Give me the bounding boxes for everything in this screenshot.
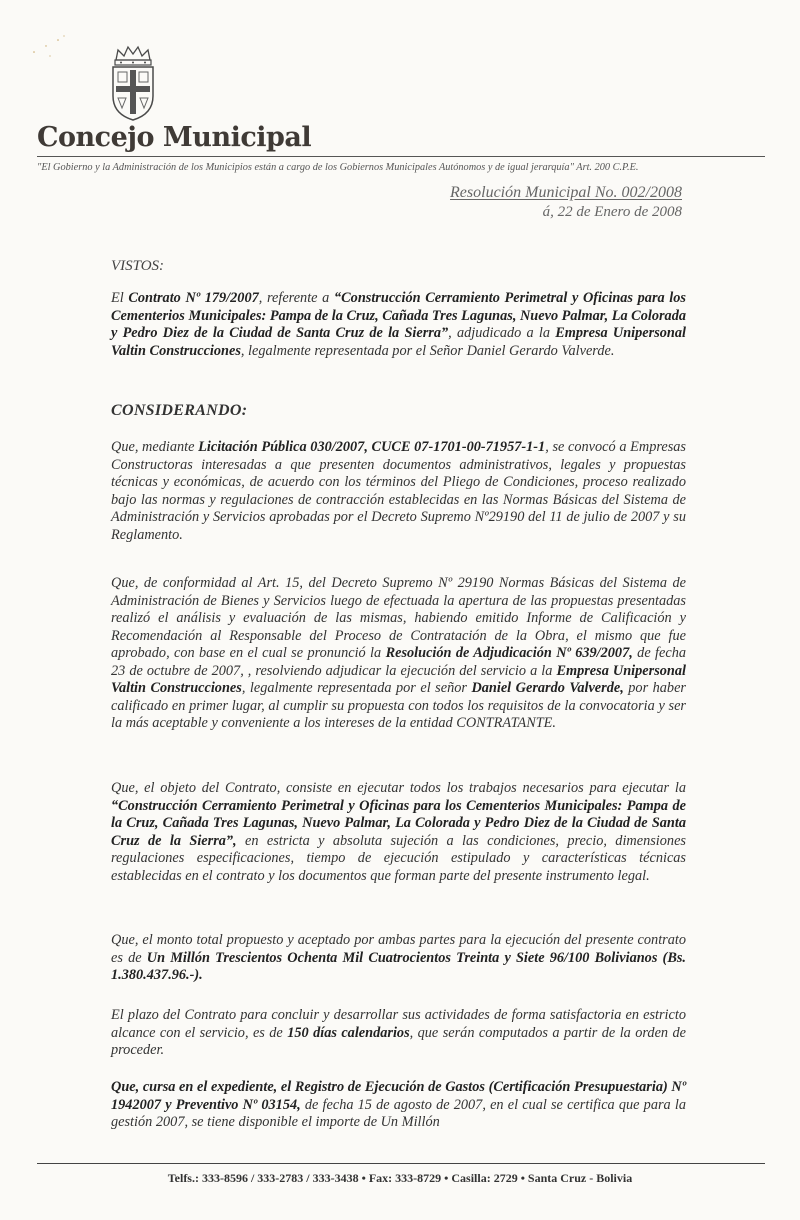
plain-text: , se convocó a Empresas Constructoras interesadas a que presenten documentos administrativos, legales y propuestas técnicas y económicas, de acuerdo con los términos del Pliego de Condiciones, proceso realizado bajo las normas y regulaciones de contracción establecidas en las Normas Básicas del Sistema de Administración y Servicios aprobadas por el Decreto Supremo Nº29190 del 11 de julio de 2007 y su Reglamento. (111, 439, 686, 543)
footer-rule (37, 1163, 765, 1164)
bold-text: Empresa Unipersonal Valtin Construcciones (111, 325, 686, 359)
plain-text: Que, el objeto del Contrato, consiste en ejecutar todos los trabajos necesarios para ejecutar la (111, 780, 686, 796)
paragraph-licitacion (111, 439, 686, 544)
plain-text: , adjudicado a la (448, 325, 556, 341)
plain-text: El (111, 290, 129, 306)
plain-text: Que, mediante (111, 439, 199, 455)
paragraph-certificacion (111, 1079, 686, 1132)
resolution-number: Resolución Municipal No. 002/2008 (450, 184, 682, 201)
footer-contact: Telfs.: 333-8596 / 333-2783 / 333-3438 • Fax: 333-8729 • Casilla: 2729 • Santa Cruz - Bolivia (167, 1171, 633, 1185)
paragraph-plazo (111, 1007, 686, 1060)
bold-text: Un Millón Trescientos Ochenta Mil Cuatrocientos Treinta y Siete 96/100 Bolivianos (Bs. 1.380.437.96.-). (111, 949, 686, 983)
header-rule (37, 156, 765, 157)
plain-text: , que serán computados a partir de la orden de proceder. (111, 1024, 686, 1058)
paragraph-monto (111, 932, 686, 985)
plain-text: en estricta y absoluta sujeción a las condiciones, precio, dimensiones regulaciones especificaciones, tiempo de ejecución estipulado y características técnicas establecidas en el contrato y los documentos que forman parte del presente instrumento legal. (111, 832, 686, 884)
bold-text: Que, cursa en el expediente, el Registro de Ejecución de Gastos (Certificación Presupuestaria) Nº 1942007 y Preventivo Nº 03154, (111, 1079, 686, 1113)
resolution-date: á, 22 de Enero de 2008 (542, 204, 682, 220)
paragraph-adjudicacion (111, 575, 686, 733)
plain-text: Que, el monto total propuesto y aceptado por ambas partes para la ejecución del presente contrato es de (111, 932, 686, 966)
coat-of-arms-icon (106, 44, 160, 122)
bold-text: 150 días calendarios (287, 1024, 410, 1041)
bold-text: Empresa Unipersonal Valtin Construcciones (111, 662, 686, 696)
bold-text: Resolución de Adjudicación Nº 639/2007, (385, 645, 633, 661)
vistos-heading: VISTOS: (111, 258, 165, 274)
plain-text: , legalmente representada por el Señor Daniel Gerardo Valverde. (240, 342, 615, 359)
plain-text: , legalmente representada por el señor (241, 680, 472, 696)
considerando-heading: CONSIDERANDO: (111, 402, 248, 419)
plain-text: Que, de conformidad al Art. 15, del Decreto Supremo Nº 29190 Normas Básicas del Sistema de Administración de Bienes y Servicios luego de efectuada la apertura de las propuestas presentadas realizó el análisis y evaluación de las mismas, habiendo emitido Informe de Calificación y Recomendación al Responsable del Proceso de Contratación de la Obra, el mismo que fue aprobado, con base en el cual se pronunció la (111, 575, 686, 661)
organization-motto: "El Gobierno y la Administración de los Municipios están a cargo de los Gobiernos Municipales Autónomos y de igual jerarquía" Art. 200 C.P.E. (37, 162, 639, 173)
paragraph-contract (111, 290, 686, 360)
bold-text: Contrato Nº 179/2007 (128, 290, 259, 306)
plain-text: El plazo del Contrato para concluir y desarrollar sus actividades de forma satisfactoria en estricto alcance con el servicio, es de (111, 1007, 686, 1041)
bold-text: “Construcción Cerramiento Perimetral y Oficinas para los Cementerios Municipales: Pampa de la Cruz, Cañada Tres Lagunas, Nuevo Palmar, La Colorada y Pedro Diez de la Ciudad de Santa Cruz de la Sierra” (111, 290, 686, 341)
plain-text: , referente a (258, 290, 334, 306)
bold-text: “Construcción Cerramiento Perimetral y Oficinas para los Cementerios Municipales: Pampa de la Cruz, Cañada Tres Lagunas, Nuevo Palmar, La Colorada y Pedro Diez de la Ciudad de Santa Cruz de la Sierra”, (111, 797, 686, 849)
plain-text: por haber calificado en primer lugar, al cumplir su propuesta con todos los requisitos de la convocatoria y ser la más aceptable y conveniente a los intereses de la entidad CONTRATANTE. (111, 680, 686, 731)
bold-text: Licitación Pública 030/2007, CUCE 07-1701-00-71957-1-1 (198, 439, 546, 455)
plain-text: de fecha 23 de octubre de 2007, , resolviendo adjudicar la ejecución del servicio a la (111, 645, 686, 679)
paper-specks (20, 30, 80, 70)
bold-text: Daniel Gerardo Valverde, (471, 680, 624, 696)
plain-text: de fecha 15 de agosto de 2007, en el cual se certifica que para la gestión 2007, se tiene disponible el importe de Un Millón (111, 1096, 686, 1130)
paragraph-objeto (111, 780, 686, 885)
organization-name: Concejo Municipal (37, 122, 312, 153)
